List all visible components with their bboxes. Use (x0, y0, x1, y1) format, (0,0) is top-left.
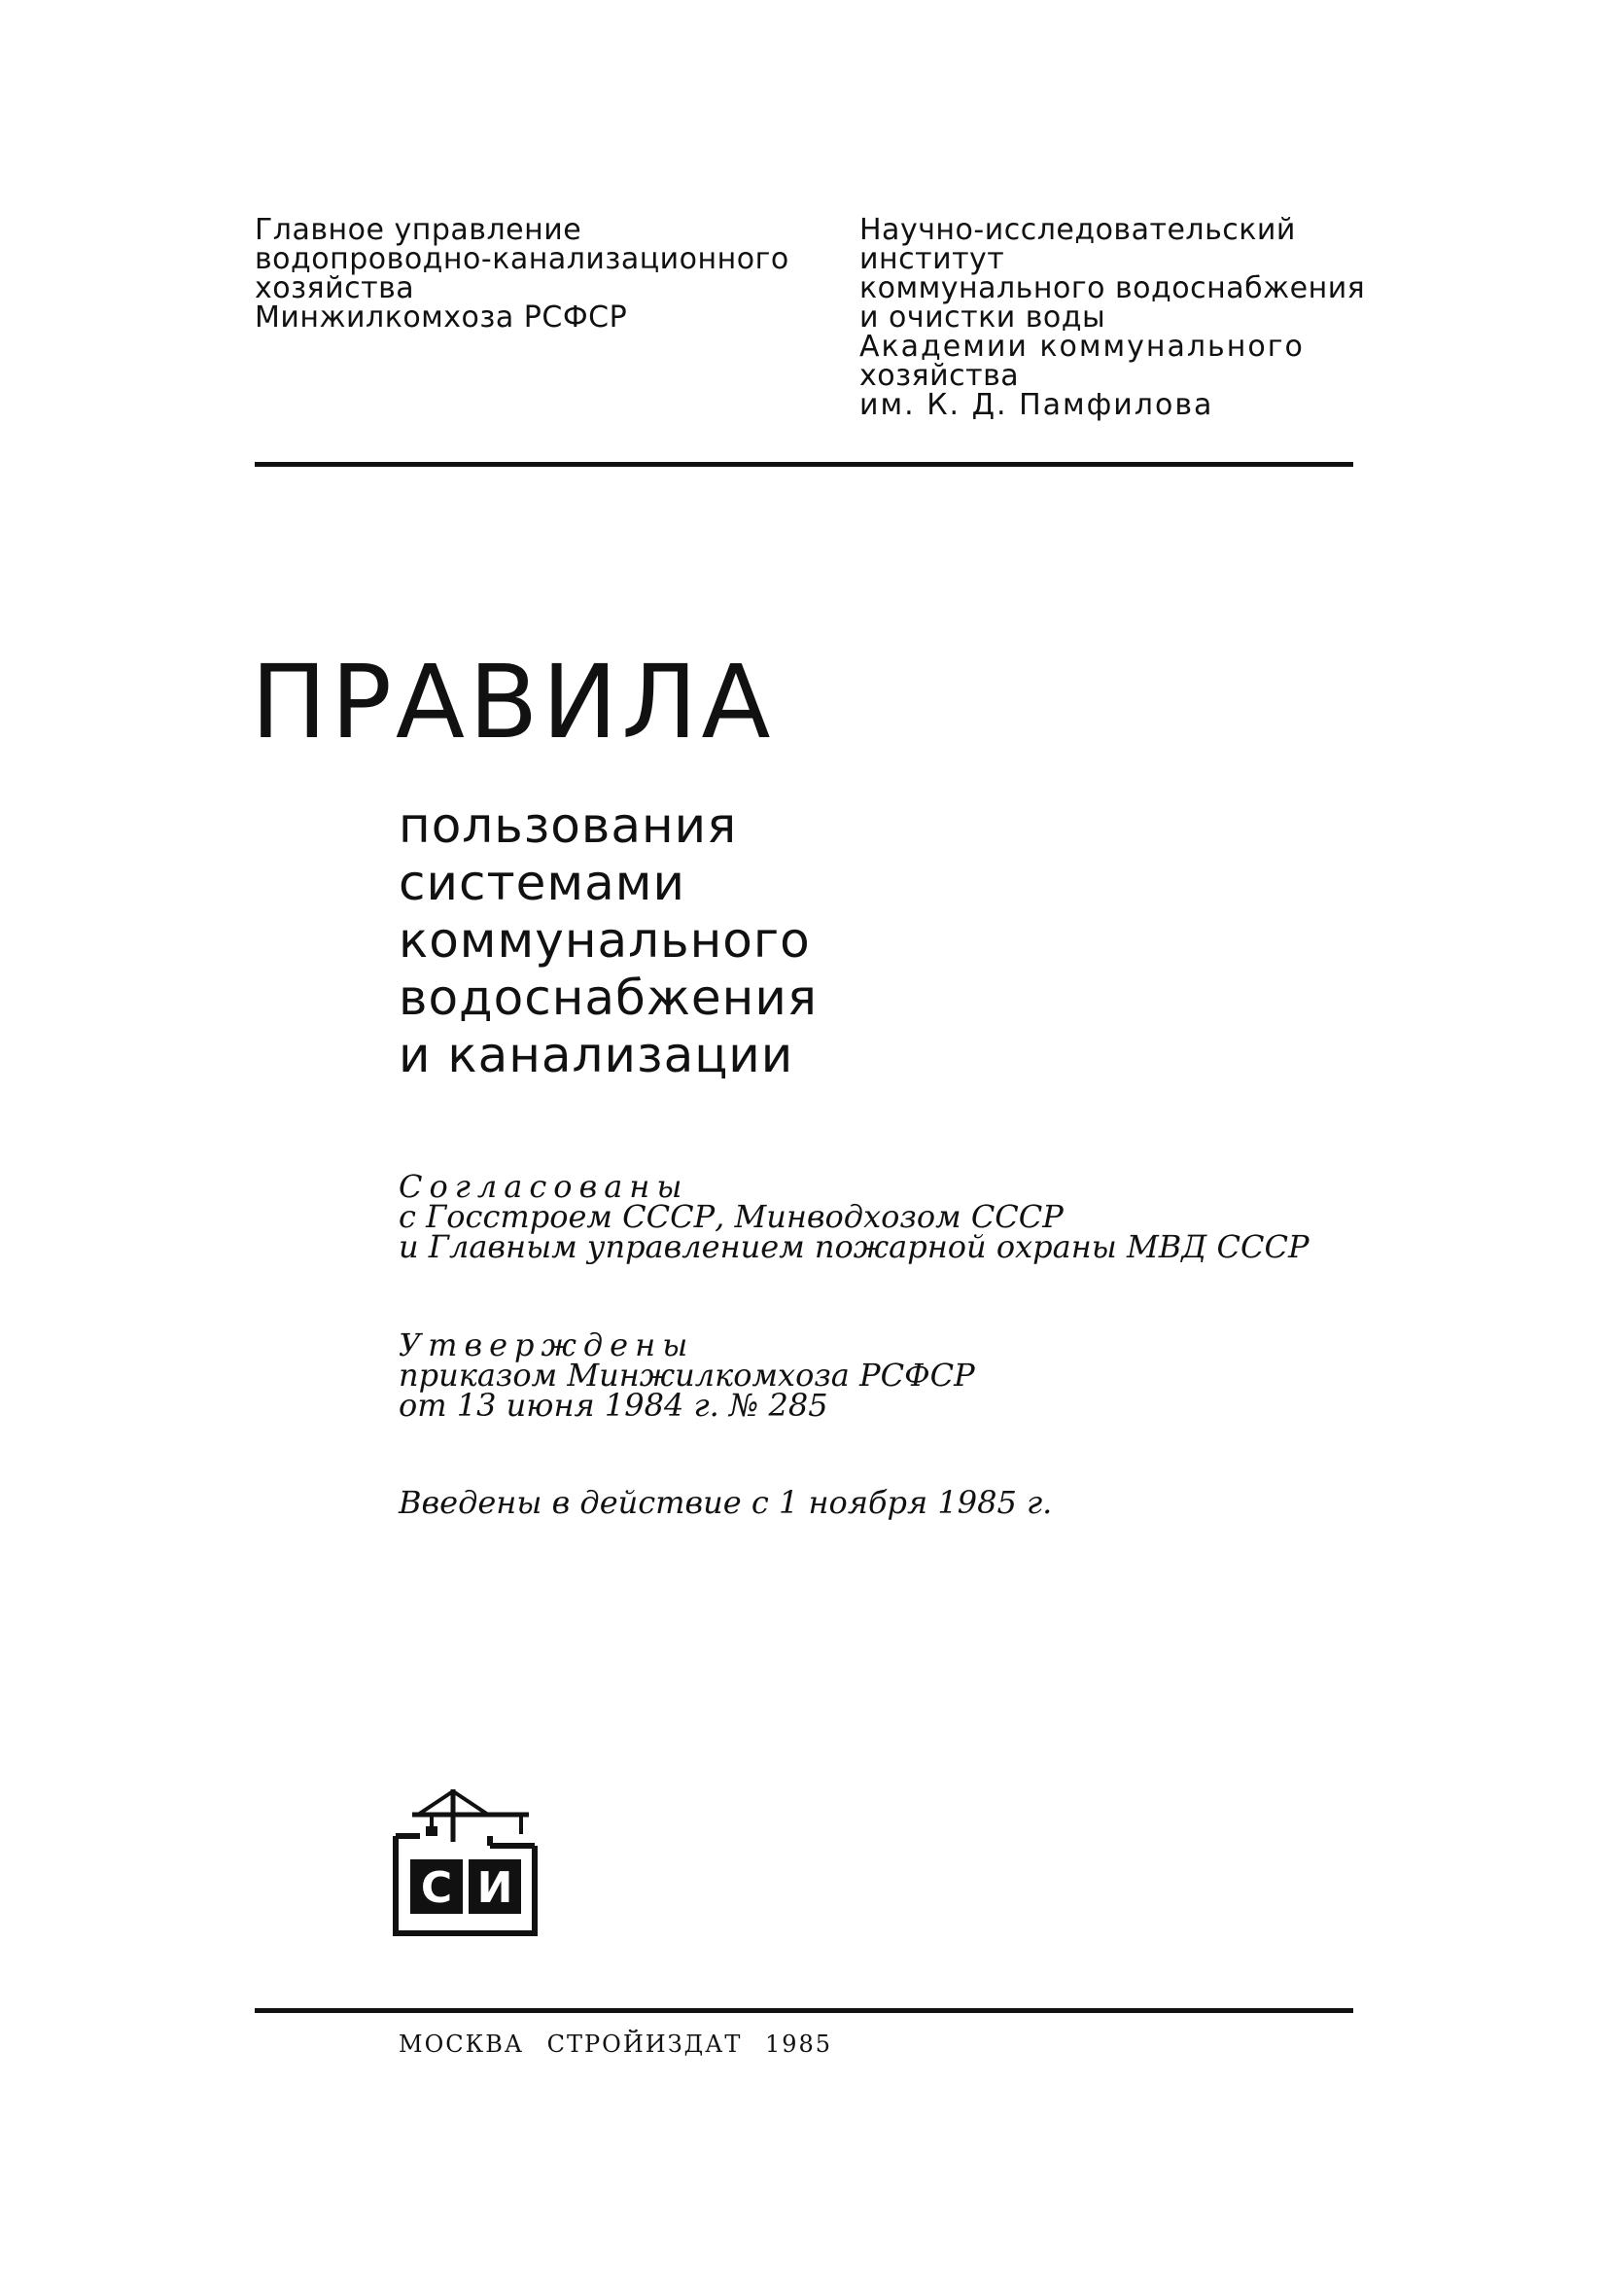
imprint-publisher: СТРОЙИЗДАТ (546, 2031, 743, 2058)
publisher-logo (393, 1782, 539, 1937)
subtitle-line: системами (399, 855, 685, 911)
approved-line: приказом Минжилкомхоза РСФСР (399, 1357, 975, 1394)
header-right-line: хозяйства (859, 359, 1020, 393)
header-right-organization (859, 213, 1366, 422)
agreed-block (399, 1168, 1310, 1265)
agreed-line: и Главным управлением пожарной охраны МВД СССР (399, 1228, 1310, 1265)
header-left-line: Минжилкомхоза РСФСР (255, 300, 628, 335)
bottom-rule (255, 2008, 1353, 2013)
subtitle (399, 797, 818, 1084)
agreed-heading: Согласованы (399, 1168, 689, 1205)
imprint-year: 1985 (764, 2031, 833, 2058)
header-right-line: институт (859, 242, 1005, 276)
header-right-line: коммунального водоснабжения (859, 271, 1366, 305)
subtitle-line: и канализации (399, 1027, 794, 1083)
subtitle-line: водоснабжения (399, 970, 818, 1026)
header-left-organization (255, 213, 789, 335)
enacted-date: Введены в действие с 1 ноября 1985 г. (399, 1484, 1053, 1521)
agreed-line: с Госстроем СССР, Минводхозом СССР (399, 1198, 1064, 1235)
imprint-city: МОСКВА (399, 2031, 524, 2058)
subtitle-line: коммунального (399, 912, 811, 969)
page-title: ПРАВИЛА (251, 643, 775, 761)
approved-line: от 13 июня 1984 г. № 285 (399, 1387, 828, 1424)
top-rule (255, 462, 1353, 467)
header-left-line: Главное управление (255, 213, 582, 247)
approved-block (399, 1326, 975, 1424)
approved-heading: Утверждены (399, 1326, 695, 1363)
subtitle-line: пользования (399, 797, 738, 854)
logo-letter-i: И (476, 1863, 513, 1913)
header-left-line: водопроводно-канализационного (255, 242, 789, 276)
header-left-line: хозяйства (255, 271, 415, 305)
header-right-line: им. К. Д. Памфилова (859, 388, 1214, 422)
logo-letter-s: С (420, 1863, 453, 1913)
imprint (399, 2031, 846, 2058)
header-right-line: Научно-исследовательский (859, 213, 1296, 247)
header-right-line: Академии коммунального (859, 330, 1305, 364)
header-right-line: и очистки воды (859, 300, 1106, 335)
